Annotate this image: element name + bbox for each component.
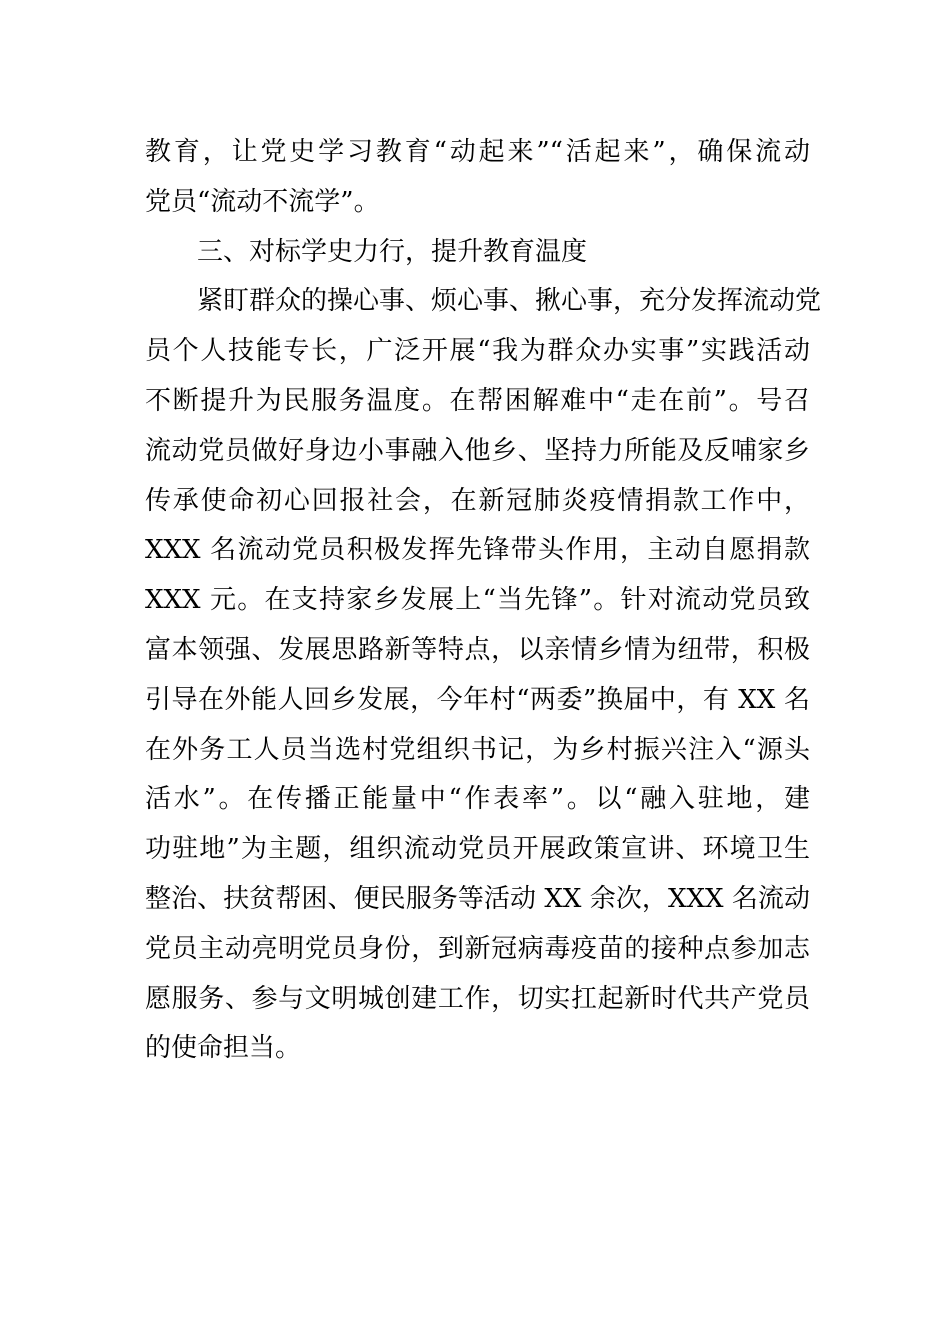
paragraph-line: 的使命担当。 [145, 1033, 302, 1064]
paragraph-line: 教育，让党史学习教育“动起来”“活起来”，确保流动 [145, 137, 810, 167]
paragraph-line: XXX 元。在支持家乡发展上“当先锋”。针对流动党员致 [145, 585, 810, 616]
paragraph-line: 紧盯群众的操心事、烦心事、揪心事，充分发挥流动党 [197, 286, 822, 317]
paragraph-line: 不断提升为民服务温度。在帮困解难中“走在前”。号召 [145, 385, 810, 416]
paragraph-line: 引导在外能人回乡发展，今年村“两委”换届中，有 XX 名 [145, 684, 810, 715]
paragraph-line: XXX 名流动党员积极发挥先锋带头作用，主动自愿捐款 [145, 535, 810, 566]
paragraph-line: 员个人技能专长，广泛开展“我为群众办实事”实践活动 [145, 336, 810, 367]
paragraph-line: 愿服务、参与文明城创建工作，切实扛起新时代共产党员 [145, 983, 810, 1014]
paragraph-line: 党员主动亮明党员身份，到新冠病毒疫苗的接种点参加志 [145, 933, 810, 964]
paragraph-line: 在外务工人员当选村党组织书记，为乡村振兴注入“源头 [145, 734, 810, 765]
document-body [145, 128, 822, 1074]
paragraph-line: 功驻地”为主题，组织流动党员开展政策宣讲、环境卫生 [145, 834, 810, 865]
paragraph-line: 流动党员做好身边小事融入他乡、坚持力所能及反哺家乡 [145, 435, 810, 466]
paragraph-line: 活水”。在传播正能量中“作表率”。以“融入驻地，建 [145, 784, 810, 815]
paragraph-line: 整治、扶贫帮困、便民服务等活动 XX 余次，XXX 名流动 [145, 883, 810, 914]
paragraph-line: 富本领强、发展思路新等特点，以亲情乡情为纽带，积极 [145, 634, 810, 665]
paragraph-line: 传承使命初心回报社会，在新冠肺炎疫情捐款工作中， [145, 485, 810, 516]
section-heading: 三、对标学史力行，提升教育温度 [197, 236, 588, 267]
paragraph-line: 党员“流动不流学”。 [145, 186, 380, 217]
